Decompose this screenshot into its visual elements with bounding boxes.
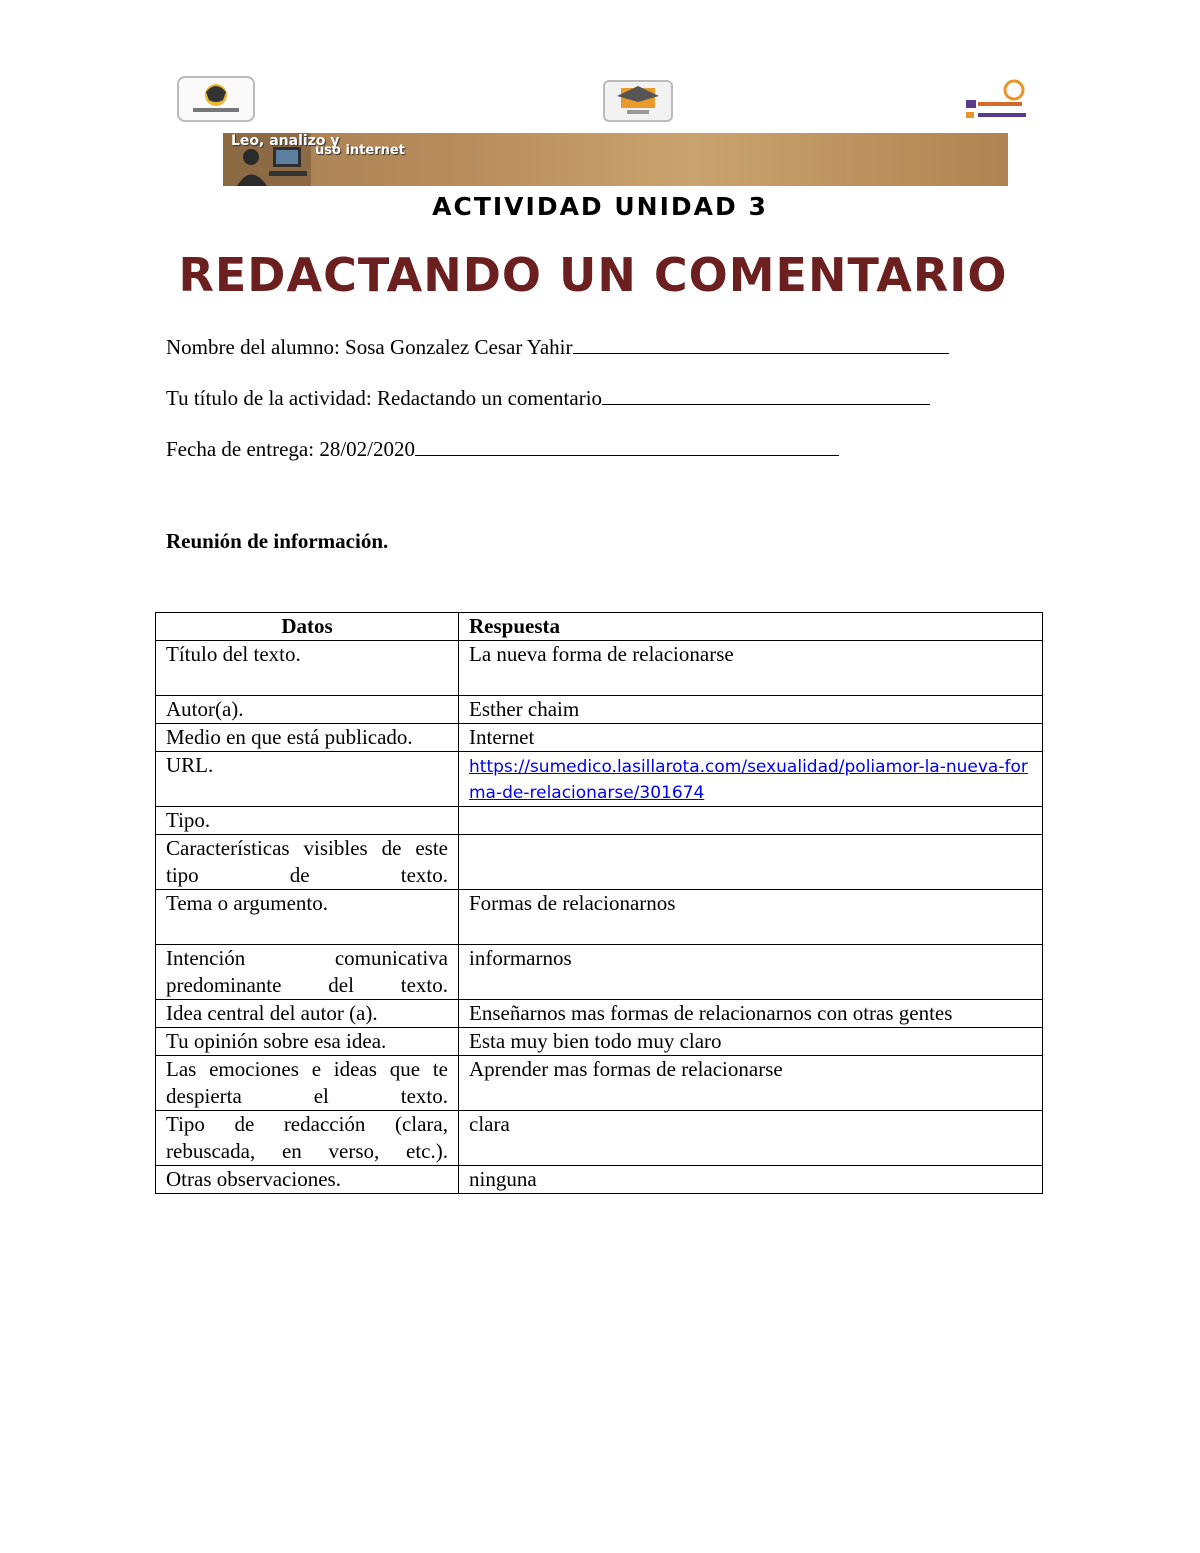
row-value: ninguna	[459, 1166, 1043, 1194]
row-value: Formas de relacionarnos	[459, 890, 1043, 945]
table-row	[156, 807, 1043, 835]
banner-text-line-2: uso internet	[315, 143, 405, 158]
row-label: Título del texto.	[156, 641, 459, 696]
row-value	[459, 752, 1043, 807]
table-row	[156, 1000, 1043, 1028]
row-label: Tema o argumento.	[156, 890, 459, 945]
course-banner	[223, 133, 1008, 186]
row-value: Esther chaim	[459, 696, 1043, 724]
row-value: Enseñarnos mas formas de relacionarnos con otras gentes	[459, 1000, 1043, 1028]
row-value: Aprender mas formas de relacionarse	[459, 1056, 1043, 1111]
header-datos: Datos	[156, 613, 459, 641]
row-label: Tipo.	[156, 807, 459, 835]
section-title: Reunión de información.	[166, 529, 389, 553]
row-label: Autor(a).	[156, 696, 459, 724]
table-row	[156, 724, 1043, 752]
banner-text-line-1: Leo, analizo y	[231, 133, 340, 149]
table-header-row	[156, 613, 1043, 641]
row-label: Tu opinión sobre esa idea.	[156, 1028, 459, 1056]
blank-line	[573, 333, 949, 354]
table-row	[156, 1056, 1043, 1111]
source-url-link[interactable]: https://sumedico.lasillarota.com/sexualidad/poliamor-la-nueva-forma-de-relacionarse/301674	[469, 757, 1028, 803]
row-value	[459, 835, 1043, 890]
row-label: Idea central del autor (a).	[156, 1000, 459, 1028]
state-logo	[177, 76, 255, 122]
activity-title: ACTIVIDAD UNIDAD 3	[432, 192, 768, 221]
row-label: Intención comunicativa predominante del texto.	[156, 945, 459, 1000]
row-label: Características visibles de este tipo de texto.	[156, 835, 459, 890]
table-row	[156, 752, 1043, 807]
table-row	[156, 890, 1043, 945]
row-value: Internet	[459, 724, 1043, 752]
blank-line	[415, 435, 839, 456]
row-label: Las emociones e ideas que te despierta el texto.	[156, 1056, 459, 1111]
blank-line	[602, 384, 930, 405]
student-name-field	[166, 333, 949, 360]
row-value: Esta muy bien todo muy claro	[459, 1028, 1043, 1056]
row-label: Tipo de redacción (clara, rebuscada, en verso, etc.).	[156, 1111, 459, 1166]
activity-title-text: Tu título de la actividad: Redactando un comentario	[166, 386, 603, 410]
activity-title-field	[166, 384, 930, 411]
table-row	[156, 641, 1043, 696]
information-table	[155, 612, 1043, 1194]
distance-education-logo	[962, 78, 1034, 122]
seduc-logo	[603, 80, 673, 122]
table-row	[156, 1111, 1043, 1166]
row-label: URL.	[156, 752, 459, 807]
due-date-text: Fecha de entrega: 28/02/2020	[166, 437, 416, 461]
row-value: clara	[459, 1111, 1043, 1166]
row-value	[459, 807, 1043, 835]
main-title: REDACTANDO UN COMENTARIO	[178, 248, 1008, 302]
due-date-field	[166, 435, 839, 462]
table-row	[156, 945, 1043, 1000]
row-value: La nueva forma de relacionarse	[459, 641, 1043, 696]
table-row	[156, 696, 1043, 724]
student-name-text: Nombre del alumno: Sosa Gonzalez Cesar Yahir	[166, 335, 573, 359]
row-label: Otras observaciones.	[156, 1166, 459, 1194]
row-value: informarnos	[459, 945, 1043, 1000]
row-label: Medio en que está publicado.	[156, 724, 459, 752]
header-respuesta: Respuesta	[459, 613, 1043, 641]
table-row	[156, 1166, 1043, 1194]
table-row	[156, 835, 1043, 890]
table-row	[156, 1028, 1043, 1056]
